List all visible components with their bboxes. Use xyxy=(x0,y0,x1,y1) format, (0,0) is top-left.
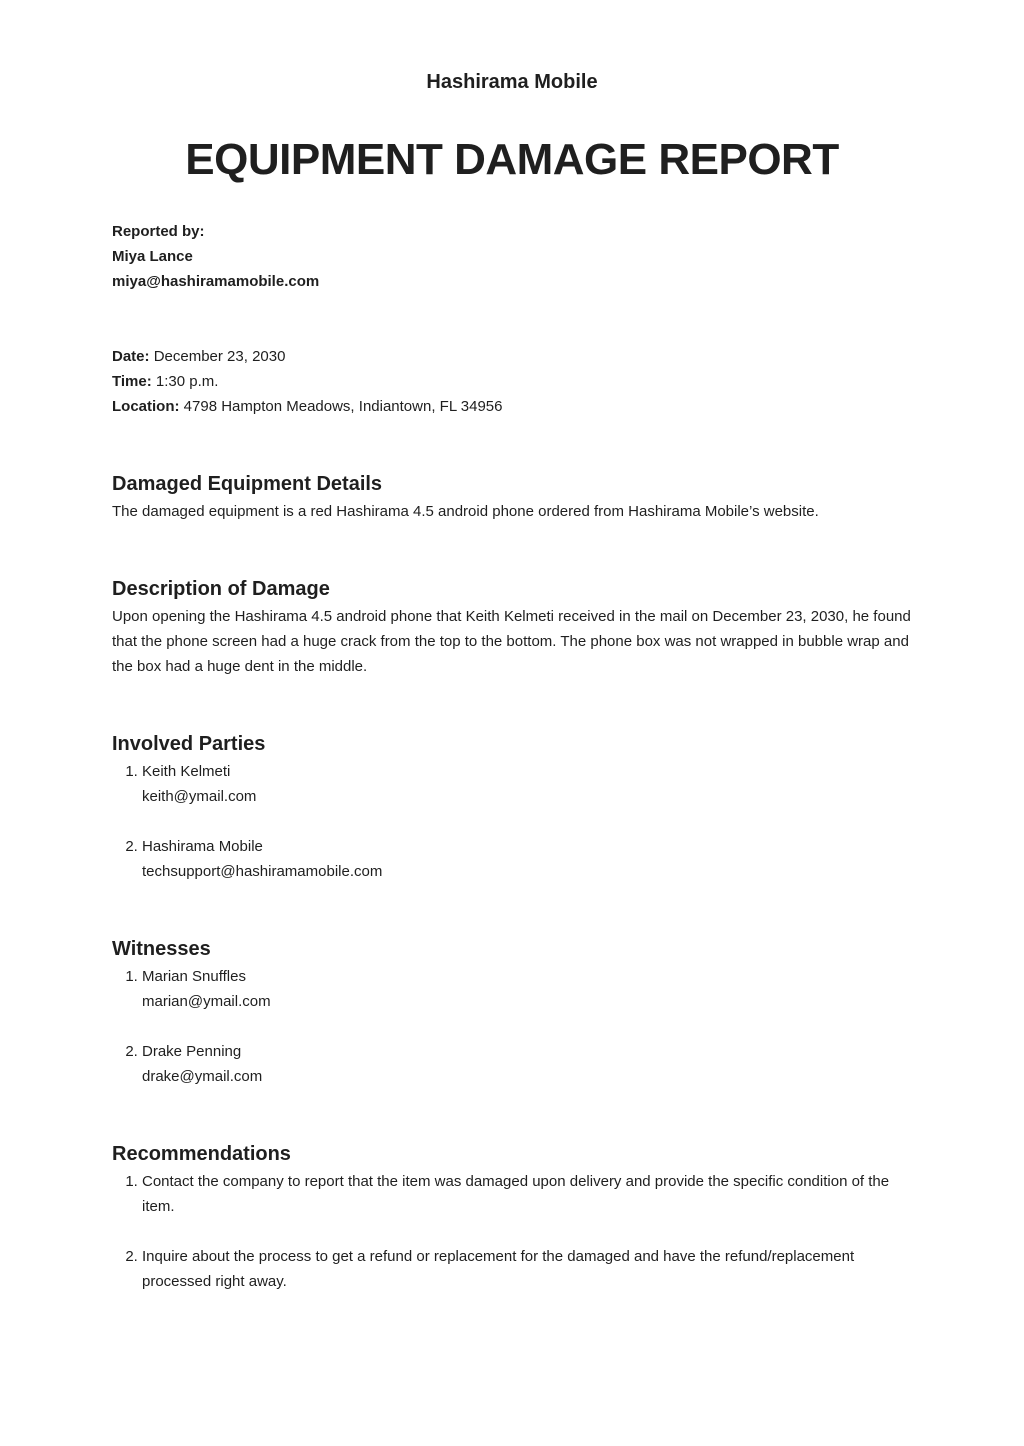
reported-by-label: Reported by: xyxy=(112,223,205,240)
date-value: December 23, 2030 xyxy=(153,348,286,365)
witnesses-heading: Witnesses xyxy=(112,938,211,960)
list-item xyxy=(142,1039,912,1089)
party-name: 1. Keith Kelmeti xyxy=(142,763,231,780)
witness-email: marian@ymail.com xyxy=(142,993,271,1010)
witnesses-list xyxy=(112,964,912,1089)
incident-meta xyxy=(112,344,912,419)
parties-heading: Involved Parties xyxy=(112,733,266,755)
damage-section xyxy=(112,574,912,679)
location-label: Location: xyxy=(112,398,180,415)
time-value: 1:30 p.m. xyxy=(155,373,219,390)
list-item xyxy=(142,834,912,884)
reporter-block xyxy=(112,219,912,294)
time-label: Time: xyxy=(112,373,152,390)
recommendations-section xyxy=(112,1139,912,1294)
equipment-text: The damaged equipment is a red Hashirama 4.5 android phone ordered from Hashirama Mobile’s website. xyxy=(112,503,819,520)
date-row xyxy=(112,344,912,369)
list-item: 1. Contact the company to report that the item was damaged upon delivery and provide the specific condition of the item. xyxy=(142,1169,912,1219)
parties-list xyxy=(112,759,912,884)
party-email: techsupport@hashiramamobile.com xyxy=(142,863,383,880)
parties-section xyxy=(112,729,912,884)
damage-text: Upon opening the Hashirama 4.5 android phone that Keith Kelmeti received in the mail on December 23, 2030, he found that the phone screen had a huge crack from the top to the bottom. The phone box was not wrapped in bubble wrap and the box had a huge dent in the middle. xyxy=(112,608,911,675)
recommendations-heading: Recommendations xyxy=(112,1143,291,1165)
report-body xyxy=(112,219,912,1294)
witnesses-section xyxy=(112,934,912,1089)
report-title: EQUIPMENT DAMAGE REPORT xyxy=(185,135,839,184)
list-item: 2. Inquire about the process to get a refund or replacement for the damaged and have the refund/replacement processed right away. xyxy=(142,1244,912,1294)
party-email: keith@ymail.com xyxy=(142,788,257,805)
date-label: Date: xyxy=(112,348,150,365)
location-row xyxy=(112,394,912,419)
equipment-heading: Damaged Equipment Details xyxy=(112,473,383,495)
reporter-name: Miya Lance xyxy=(112,248,193,265)
location-value: 4798 Hampton Meadows, Indiantown, FL 34956 xyxy=(183,398,503,415)
reporter-email: miya@hashiramamobile.com xyxy=(112,273,320,290)
time-row xyxy=(112,369,912,394)
damage-heading: Description of Damage xyxy=(112,578,330,600)
equipment-section xyxy=(112,469,912,524)
witness-name: 1. Marian Snuffles xyxy=(142,968,246,985)
party-name: 2. Hashirama Mobile xyxy=(142,838,263,855)
list-item xyxy=(142,759,912,809)
witness-email: drake@ymail.com xyxy=(142,1068,263,1085)
list-item xyxy=(142,964,912,1014)
company-name: Hashirama Mobile xyxy=(426,71,598,93)
recommendations-list xyxy=(112,1169,912,1294)
witness-name: 2. Drake Penning xyxy=(142,1043,242,1060)
